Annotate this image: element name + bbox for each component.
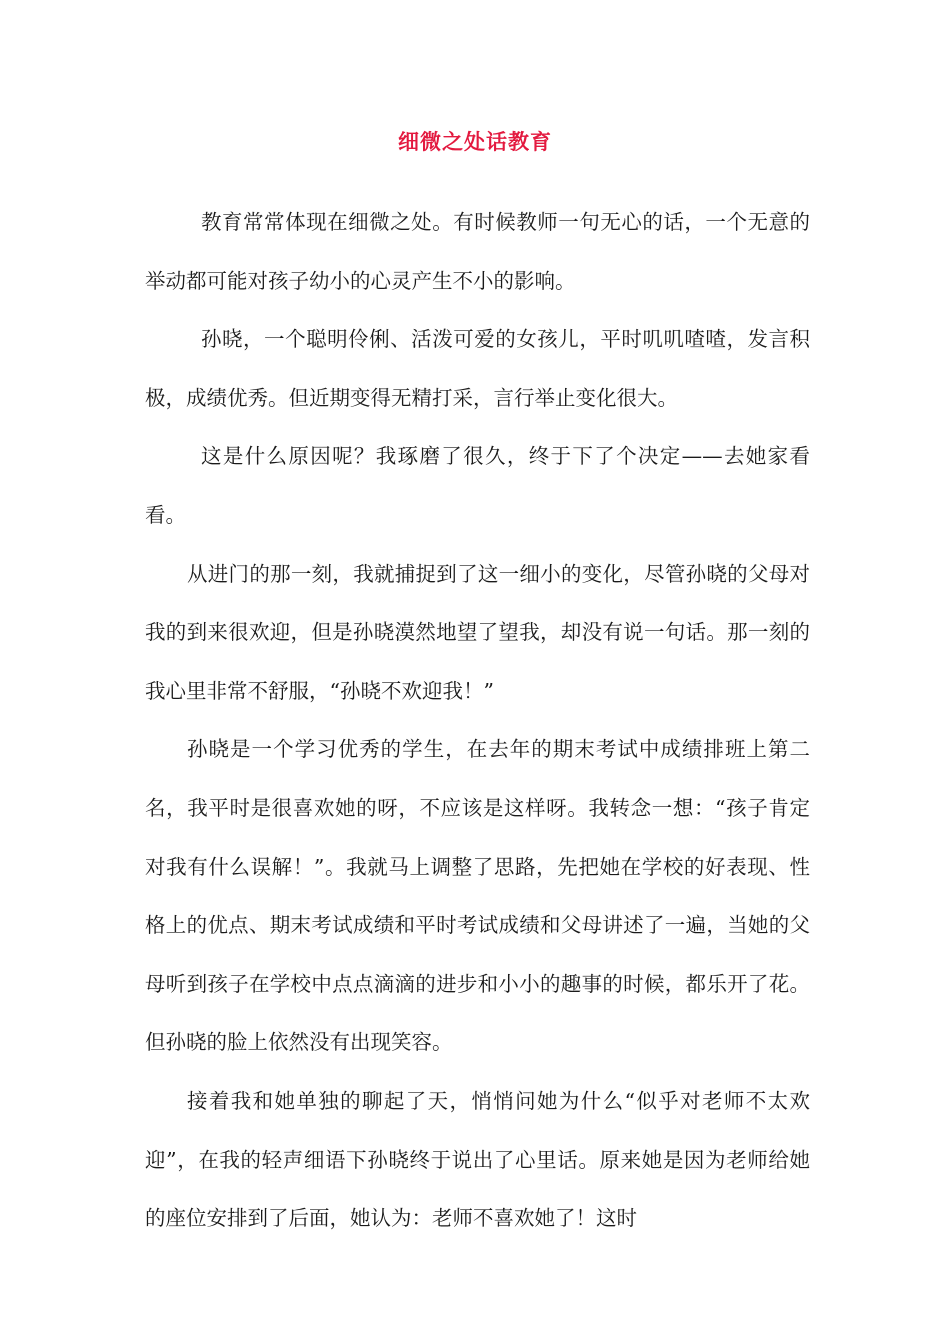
paragraph-1: 教育常常体现在细微之处。有时候教师一句无心的话，一个无意的举动都可能对孩子幼小的心灵产生不小的影响。 [145, 210, 810, 293]
paragraph-4: 从进门的那一刻，我就捕捉到了这一细小的变化，尽管孙晓的父母对我的到来很欢迎，但是孙晓漠然地望了望我，却没有说一句话。那一刻的我心里非常不舒服，“孙晓不欢迎我！” [145, 561, 810, 703]
paragraph-5: 孙晓是一个学习优秀的学生，在去年的期末考试中成绩排班上第二名，我平时是很喜欢她的呀，不应该是这样呀。我转念一想：“孩子肯定对我有什么误解！”。我就马上调整了思路，先把她在学校的好表现、性格上的优点、期末考试成绩和平时考试成绩和父母讲述了一遍，当她的父母听到孩子在学校中点点滴滴的进步和小小的趣事的时候，都乐开了花。但孙晓的脸上依然没有出现笑容。 [145, 737, 810, 1055]
paragraph-2: 孙晓，一个聪明伶俐、活泼可爱的女孩儿，平时叽叽喳喳，发言积极，成绩优秀。但近期变得无精打采，言行举止变化很大。 [145, 327, 810, 410]
paragraph-6: 接着我和她单独的聊起了天，悄悄问她为什么“似乎对老师不太欢迎”，在我的轻声细语下孙晓终于说出了心里话。原来她是因为老师给她的座位安排到了后面，她认为：老师不喜欢她了！这时 [145, 1088, 810, 1231]
document-title: 细微之处话教育 [398, 129, 552, 154]
paragraph-3: 这是什么原因呢？我琢磨了很久，终于下了个决定——去她家看看。 [145, 444, 810, 527]
document-body [145, 193, 810, 1248]
